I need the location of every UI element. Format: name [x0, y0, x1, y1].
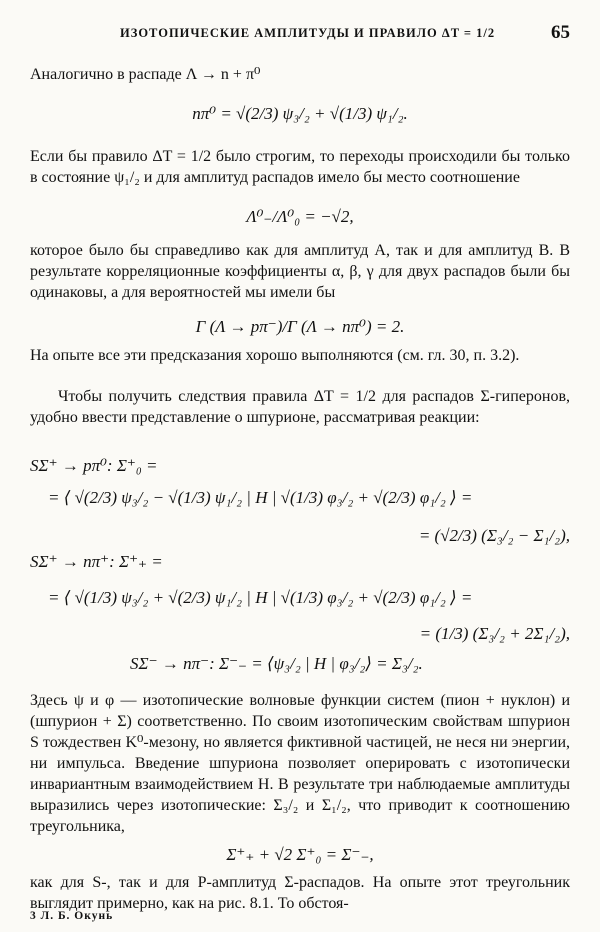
equation-5-result: = (1/3) (Σ₃/₂ + 2Σ₁/₂),	[419, 624, 570, 643]
paragraph-6: Здесь ψ и φ — изотопические волновые функции систем (пион + нуклон) и (шпурион + Σ) соответственно. По своим изотопическим свойствам шпурион S тождествен K⁰-мезону, но является фиктивной частицей, не неся ни энергии, ни импульса. Введение шпуриона позволяет оперировать с изотопически инвариантным взаимодействием H. В результате три наблюдаемые амплитуды выразились через изотопические: Σ₃/₂ и Σ₁/₂, что приводит к соотношению треугольника,	[30, 692, 570, 835]
running-title: ИЗОТОПИЧЕСКИЕ АМПЛИТУДЫ И ПРАВИЛО ΔT = 1/2	[120, 26, 496, 40]
equation-1: nπ⁰ = √(2/3) ψ₃/₂ + √(1/3) ψ₁/₂.	[192, 104, 408, 123]
equation-6: SΣ⁻ → nπ⁻: Σ⁻₋ = ⟨ψ₃/₂ | H | φ₃/₂⟩ = Σ₃/₂.	[130, 654, 423, 673]
equation-4-body: = ⟨ √(2/3) ψ₃/₂ − √(1/3) ψ₁/₂ | H | √(1/3) φ₃/₂ + √(2/3) φ₁/₂ ⟩ =	[48, 488, 473, 507]
signature-mark: 3 Л. Б. Окунь	[30, 910, 114, 922]
equation-5-head: SΣ⁺ → nπ⁺: Σ⁺₊ =	[30, 552, 163, 571]
page-number: 65	[551, 22, 570, 43]
paragraph-3: которое было бы справедливо как для амплитуд A, так и для амплитуд B. В результате корреляционные коэффициенты α, β, γ для двух распадов были бы одинаковы, а для вероятностей мы имели бы	[30, 242, 570, 301]
paragraph-2: Если бы правило ΔT = 1/2 было строгим, то переходы происходили бы только в состояние ψ₁/₂ и для амплитуд распадов имело бы место соотношение	[30, 148, 570, 186]
paragraph-5: Чтобы получить следствия правила ΔT = 1/2 для распадов Σ-гиперонов, удобно ввести представление о шпурионе, рассматривая реакции:	[30, 388, 570, 426]
paragraph-4: На опыте все эти предсказания хорошо выполняются (см. гл. 30, п. 3.2).	[30, 347, 520, 364]
equation-5-body: = ⟨ √(1/3) ψ₃/₂ + √(2/3) ψ₁/₂ | H | √(1/3) φ₃/₂ + √(2/3) φ₁/₂ ⟩ =	[48, 588, 473, 607]
equation-4-head: SΣ⁺ → pπ⁰: Σ⁺₀ =	[30, 456, 158, 475]
equation-3: Γ (Λ → pπ⁻)/Γ (Λ → nπ⁰) = 2.	[195, 317, 405, 336]
equation-4-result: = (√2/3) (Σ₃/₂ − Σ₁/₂),	[418, 526, 570, 545]
paragraph-7: как для S-, так и для P-амплитуд Σ-распадов. На опыте этот треугольник выглядит примерно, как на рис. 8.1. То обстоя-	[30, 874, 570, 912]
equation-7: Σ⁺₊ + √2 Σ⁺₀ = Σ⁻₋,	[226, 845, 374, 864]
paragraph-1: Аналогично в распаде Λ → n + π⁰	[30, 66, 261, 83]
equation-2: Λ⁰₋/Λ⁰₀ = −√2,	[246, 207, 354, 226]
